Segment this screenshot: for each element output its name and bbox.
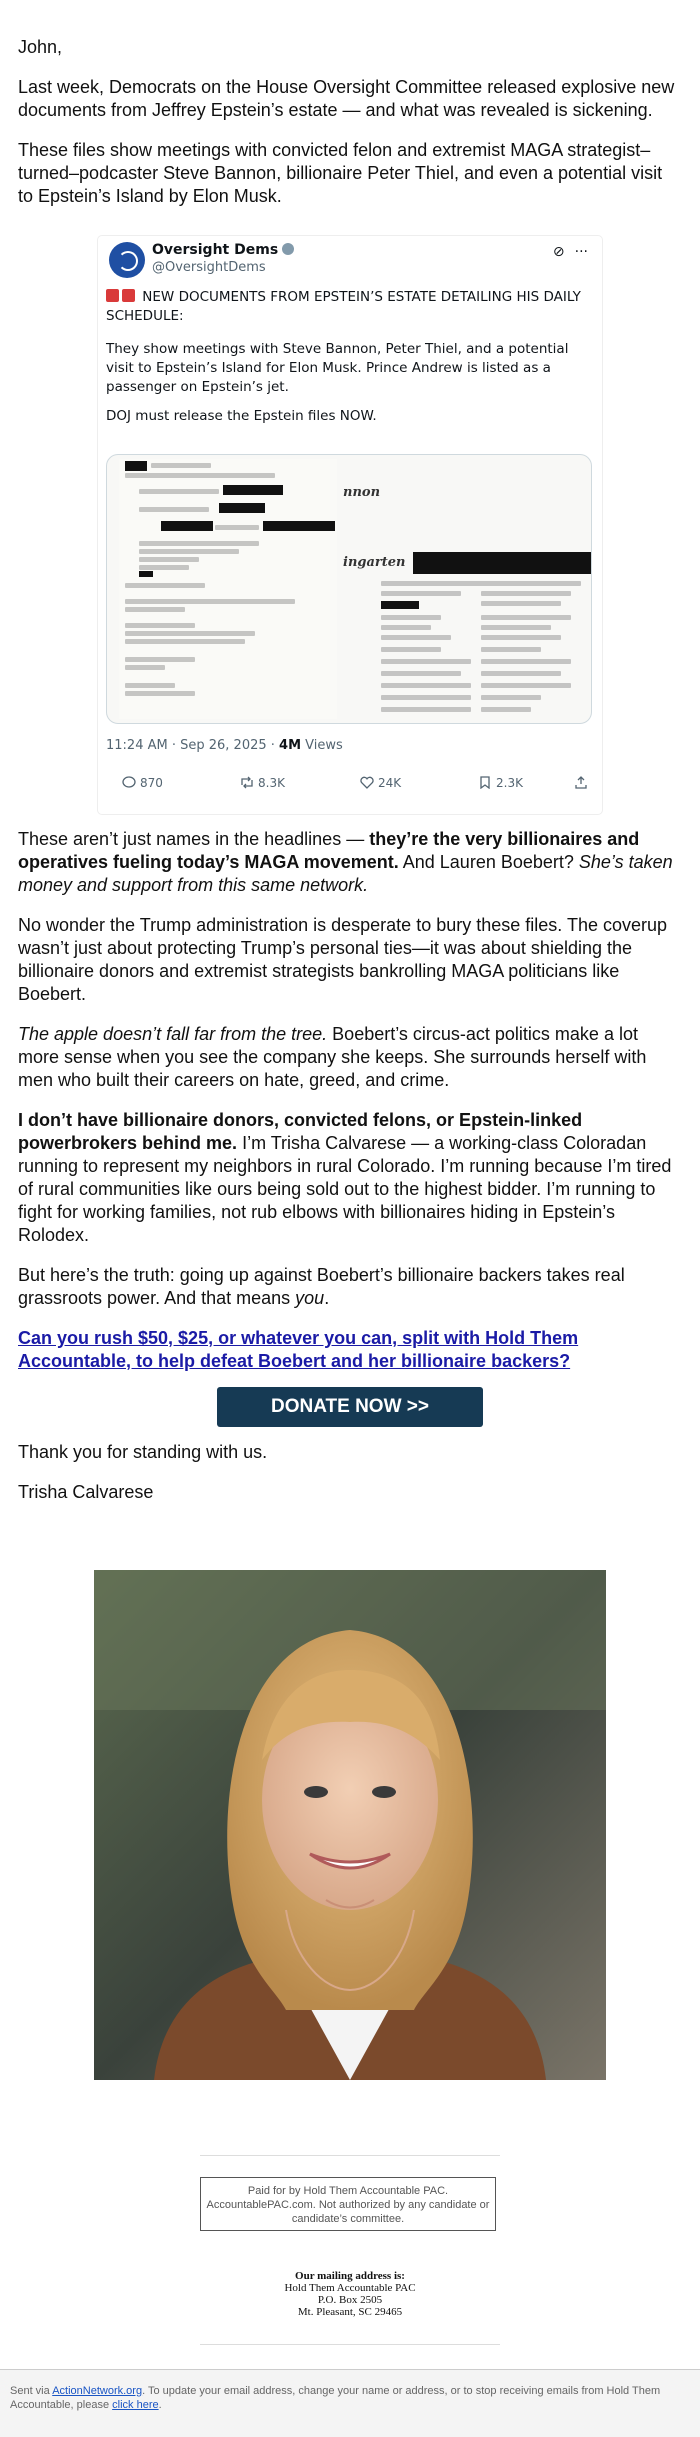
divider <box>200 2344 500 2345</box>
bookmark-button[interactable]: 2.3K <box>478 776 523 790</box>
grok-icon[interactable]: ⊘ <box>552 244 565 260</box>
more-icon[interactable]: ··· <box>574 244 588 260</box>
address-label: Our mailing address is: <box>295 2270 405 2282</box>
tweet-headline: NEW DOCUMENTS FROM EPSTEIN’S ESTATE DETAILING HIS DAILY SCHEDULE: <box>106 289 581 324</box>
paragraph-grassroots: But here’s the truth: going up against Boebert’s billionaire backers takes real grassroots power. And that means you. <box>18 1265 625 1308</box>
tweet-body: They show meetings with Steve Bannon, Peter Thiel, and a potential visit to Epstein’s Island for Elon Musk. Prince Andrew is listed as a passenger on Epstein’s jet. <box>106 341 569 395</box>
donate-ask-link[interactable]: Can you rush $50, $25, or whatever you can, split with Hold Them Accountable, to help defeat Boebert and her billionaire backers? <box>18 1328 579 1371</box>
divider <box>200 2155 500 2156</box>
paragraph-files: These files show meetings with convicted felon and extremist MAGA strategist–turned–podcaster Steve Bannon, billionaire Peter Thiel, and even a potential visit to Epstein’s Island by Elon Musk. <box>18 140 663 206</box>
email-footer: Sent via ActionNetwork.org. To update your email address, change your name or address, or to stop receiving emails from Hold Them Accountable, please click here. <box>0 2369 700 2437</box>
tweet-demand: DOJ must release the Epstein files NOW. <box>106 408 377 424</box>
paragraph-billionaires: These aren’t just names in the headlines — they’re the very billionaires and operatives fueling today’s MAGA movement. And Lauren Boebert? She’s taken money and support from this same network. <box>18 829 673 895</box>
address-line: P.O. Box 2505 <box>317 2294 383 2306</box>
tweet-text <box>106 288 590 436</box>
donate-now-button[interactable]: DONATE NOW >> <box>217 1387 483 1427</box>
reply-icon <box>122 776 136 789</box>
embedded-tweet[interactable] <box>98 236 602 814</box>
paid-for-disclaimer: Paid for by Hold Them Accountable PAC. AccountablePAC.com. Not authorized by any candidate or candidate’s committee. <box>200 2177 496 2231</box>
tweet-header <box>106 240 596 280</box>
candidate-photo <box>94 1570 606 2080</box>
ask-paragraph <box>18 1327 682 1373</box>
reply-button[interactable]: 870 <box>122 776 163 790</box>
paragraph-coverup: No wonder the Trump administration is desperate to bury these files. The coverup wasn’t just about protecting Trump’s personal ties—it was about shielding the billionaire donors and extremist strategists bankrolling MAGA politicians like Boebert. <box>18 915 668 1004</box>
heart-icon <box>360 776 374 789</box>
tweet-author-handle[interactable]: @OversightDems <box>152 260 266 275</box>
share-button[interactable] <box>574 776 592 790</box>
bookmark-icon <box>478 776 492 789</box>
tweet-timestamp[interactable]: 11:24 AM · Sep 26, 2025 · 4M Views <box>106 738 343 753</box>
paragraph-apple: The apple doesn’t fall far from the tree. Boebert’s circus-act politics make a lot more sense when you see the company she keeps. She surrounds herself with men who built their careers on hate, greed, and crime. <box>18 1024 647 1090</box>
redaction-bar <box>413 552 591 574</box>
tweet-document-image[interactable] <box>106 454 592 724</box>
alarm-icon <box>122 289 135 302</box>
document-fragment: nnon <box>343 485 381 500</box>
unsubscribe-link[interactable]: click here <box>112 2399 159 2411</box>
signature: Trisha Calvarese <box>18 1482 154 1502</box>
share-icon <box>574 776 588 789</box>
paragraph-candidate: I don’t have billionaire donors, convicted felons, or Epstein-linked powerbrokers behind me. I’m Trisha Calvarese — a working-class Coloradan running to represent my neighbors in rural Colorado. I’m running because I’m tired of rural communities like ours being sold out to the highest bidder. I’m running to fight for working families, not rub elbows with billionaires hiding in Epstein’s Rolodex. <box>18 1110 672 1245</box>
address-line: Mt. Pleasant, SC 29465 <box>297 2306 403 2318</box>
tweet-header-icons <box>543 244 588 260</box>
alarm-icon <box>106 289 119 302</box>
email-body-continued <box>0 828 700 1521</box>
like-button[interactable]: 24K <box>360 776 401 790</box>
document-fragment: ingarten <box>343 555 406 570</box>
candidate-portrait-illustration <box>94 1570 606 2080</box>
thanks-line: Thank you for standing with us. <box>18 1442 268 1462</box>
greeting: John, <box>18 37 63 57</box>
schedule-page <box>119 459 337 719</box>
action-network-link[interactable]: ActionNetwork.org <box>52 2385 143 2397</box>
verified-icon <box>282 243 294 255</box>
address-line: Hold Them Accountable PAC <box>284 2282 416 2294</box>
avatar[interactable] <box>109 242 145 278</box>
repost-icon <box>240 776 254 789</box>
tweet-author-name[interactable]: Oversight Dems <box>152 242 294 258</box>
repost-button[interactable]: 8.3K <box>240 776 285 790</box>
paragraph-intro: Last week, Democrats on the House Oversight Committee released explosive new documents from Jeffrey Epstein’s estate — and what was revealed is sickening. <box>18 77 675 120</box>
mailing-address <box>0 2270 700 2318</box>
flight-log-form <box>381 581 581 719</box>
email-body <box>0 36 700 234</box>
